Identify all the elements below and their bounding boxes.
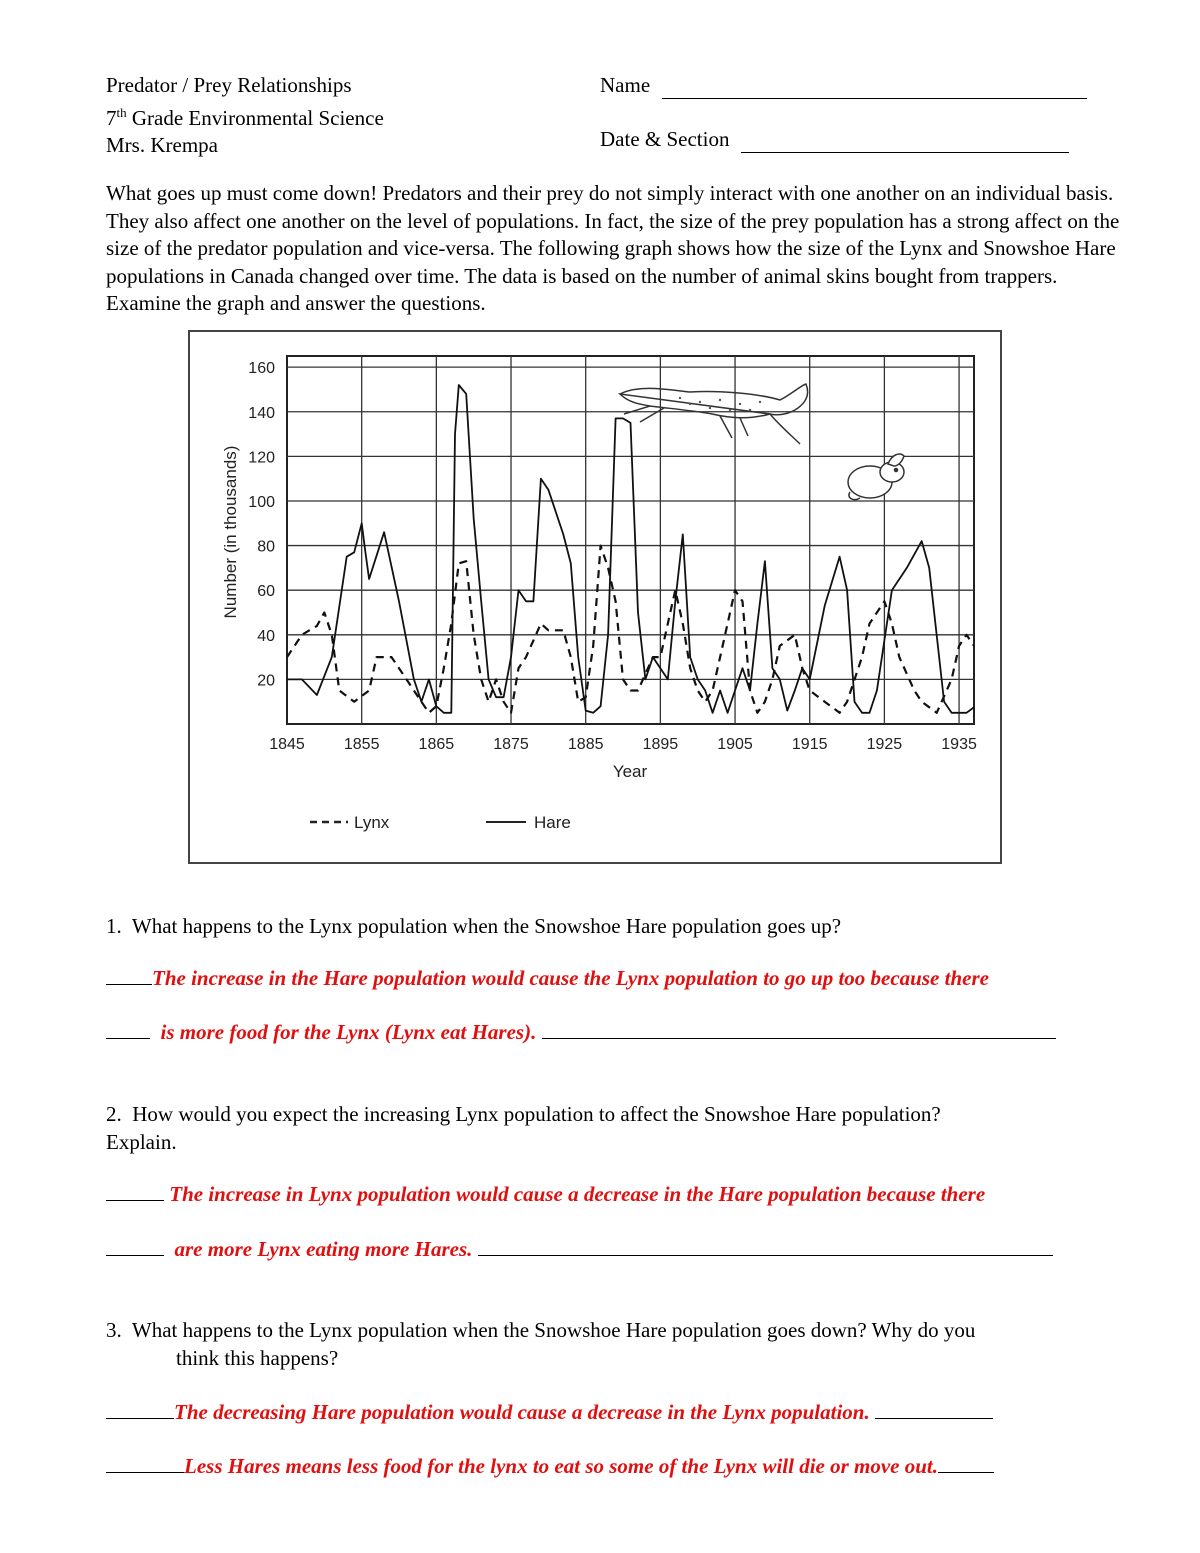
answer-2-blank-3 <box>478 1235 1053 1256</box>
chart-svg <box>190 332 1000 862</box>
answer-1-text-1: The increase in the Hare population would cause the Lynx population to go up too because there <box>152 966 989 990</box>
answer-3-line-1[interactable] <box>106 1398 993 1426</box>
intro-paragraph: What goes up must come down! Predators and their prey do not simply interact with one another on an individual basis. They also affect one another on the level of populations. In fact, the size of the prey population has a strong affect on the size of the predator population and vice-versa. The following graph shows how the size of the Lynx and Snowshoe Hare populations in Canada changed over time. The data is based on the number of animal skins bought from trappers. Examine the graph and answer the questions. <box>106 181 1120 315</box>
answer-3-blank-3 <box>106 1452 184 1473</box>
answer-1-blank-3 <box>542 1018 1056 1039</box>
question-1 <box>106 912 841 940</box>
x-tick-label: 1935 <box>941 736 977 753</box>
question-3-number: 3. <box>106 1318 122 1342</box>
lynx-illustration <box>620 384 808 444</box>
legend-lynx-label: Lynx <box>354 813 390 832</box>
question-2-text-line-2: Explain. <box>106 1130 177 1154</box>
question-3 <box>106 1316 975 1372</box>
x-tick-label: 1875 <box>493 736 529 753</box>
answer-1-text-2: is more food for the Lynx (Lynx eat Hares). <box>160 1020 537 1044</box>
population-chart <box>188 330 1002 864</box>
answer-3-line-2[interactable] <box>106 1452 994 1480</box>
grade-number: 7 <box>106 106 117 130</box>
answer-1-blank-2 <box>106 1018 150 1039</box>
answer-3-blank-4 <box>938 1452 994 1473</box>
series-line-hare <box>287 385 1000 713</box>
question-1-number: 1. <box>106 914 122 938</box>
grade-suffix: th <box>116 105 127 120</box>
series-line-lynx <box>287 546 974 713</box>
x-tick-label: 1855 <box>343 736 380 753</box>
question-2-number: 2. <box>106 1102 122 1126</box>
answer-1-blank-1 <box>106 964 152 985</box>
answer-3-blank-1 <box>106 1398 174 1419</box>
chart-legend <box>310 813 571 832</box>
x-tick-label: 1885 <box>567 736 604 753</box>
x-tick-label: 1915 <box>791 736 828 753</box>
y-tick-label: 100 <box>248 493 275 511</box>
date-section-field[interactable] <box>741 130 1069 153</box>
teacher-name: Mrs. Krempa <box>106 133 218 157</box>
y-tick-label: 80 <box>257 538 275 556</box>
y-tick-label: 160 <box>248 360 275 378</box>
answer-2-blank-1 <box>106 1180 164 1201</box>
student-info <box>600 72 1087 153</box>
chart-ticks <box>248 360 977 753</box>
question-2-text: How would you expect the increasing Lynx population to affect the Snowshoe Hare population? <box>132 1102 941 1126</box>
question-3-text-line-2: think this happens? <box>176 1346 339 1370</box>
course-name <box>106 99 384 132</box>
x-tick-label: 1845 <box>269 736 305 753</box>
answer-2-text-2: are more Lynx eating more Hares. <box>174 1237 473 1261</box>
name-row <box>600 72 1087 99</box>
y-axis-label: Number (in thousands) <box>221 445 240 619</box>
answer-3-text-2: Less Hares means less food for the lynx to eat so some of the Lynx will die or move out. <box>184 1454 939 1478</box>
y-tick-label: 20 <box>257 672 275 690</box>
answer-2-line-2[interactable] <box>106 1235 1053 1263</box>
answer-3-blank-2 <box>875 1398 993 1419</box>
hare-illustration <box>848 454 904 500</box>
question-1-text: What happens to the Lynx population when the Snowshoe Hare population goes up? <box>131 914 842 938</box>
x-tick-label: 1865 <box>418 736 455 753</box>
date-row <box>600 126 1087 153</box>
worksheet-title: Predator / Prey Relationships <box>106 73 352 97</box>
answer-3-text-1: The decreasing Hare population would cause a decrease in the Lynx population. <box>174 1400 870 1424</box>
question-2 <box>106 1100 941 1156</box>
y-tick-label: 140 <box>248 404 275 422</box>
answer-2-line-1[interactable] <box>106 1180 985 1208</box>
answer-2-blank-2 <box>106 1235 164 1256</box>
x-tick-label: 1905 <box>717 736 753 753</box>
date-section-label: Date & Section <box>600 127 730 151</box>
y-tick-label: 120 <box>248 449 275 467</box>
answer-1-line-1[interactable] <box>106 964 989 992</box>
x-tick-label: 1925 <box>866 736 903 753</box>
question-3-text: What happens to the Lynx population when the Snowshoe Hare population goes down? Why do you <box>131 1318 976 1342</box>
name-label: Name <box>600 73 651 97</box>
legend-hare-label: Hare <box>534 813 571 832</box>
x-tick-label: 1895 <box>642 736 679 753</box>
y-tick-label: 40 <box>257 627 275 645</box>
chart-grid <box>287 356 974 724</box>
y-tick-label: 60 <box>257 583 275 601</box>
course-label: Grade Environmental Science <box>126 106 384 130</box>
x-axis-label: Year <box>612 762 648 781</box>
answer-1-line-2[interactable] <box>106 1018 1056 1046</box>
chart-series <box>287 385 1000 713</box>
answer-2-text-1: The increase in Lynx population would cause a decrease in the Hare population because there <box>169 1182 986 1206</box>
name-field[interactable] <box>662 76 1087 99</box>
worksheet-header <box>106 72 384 159</box>
